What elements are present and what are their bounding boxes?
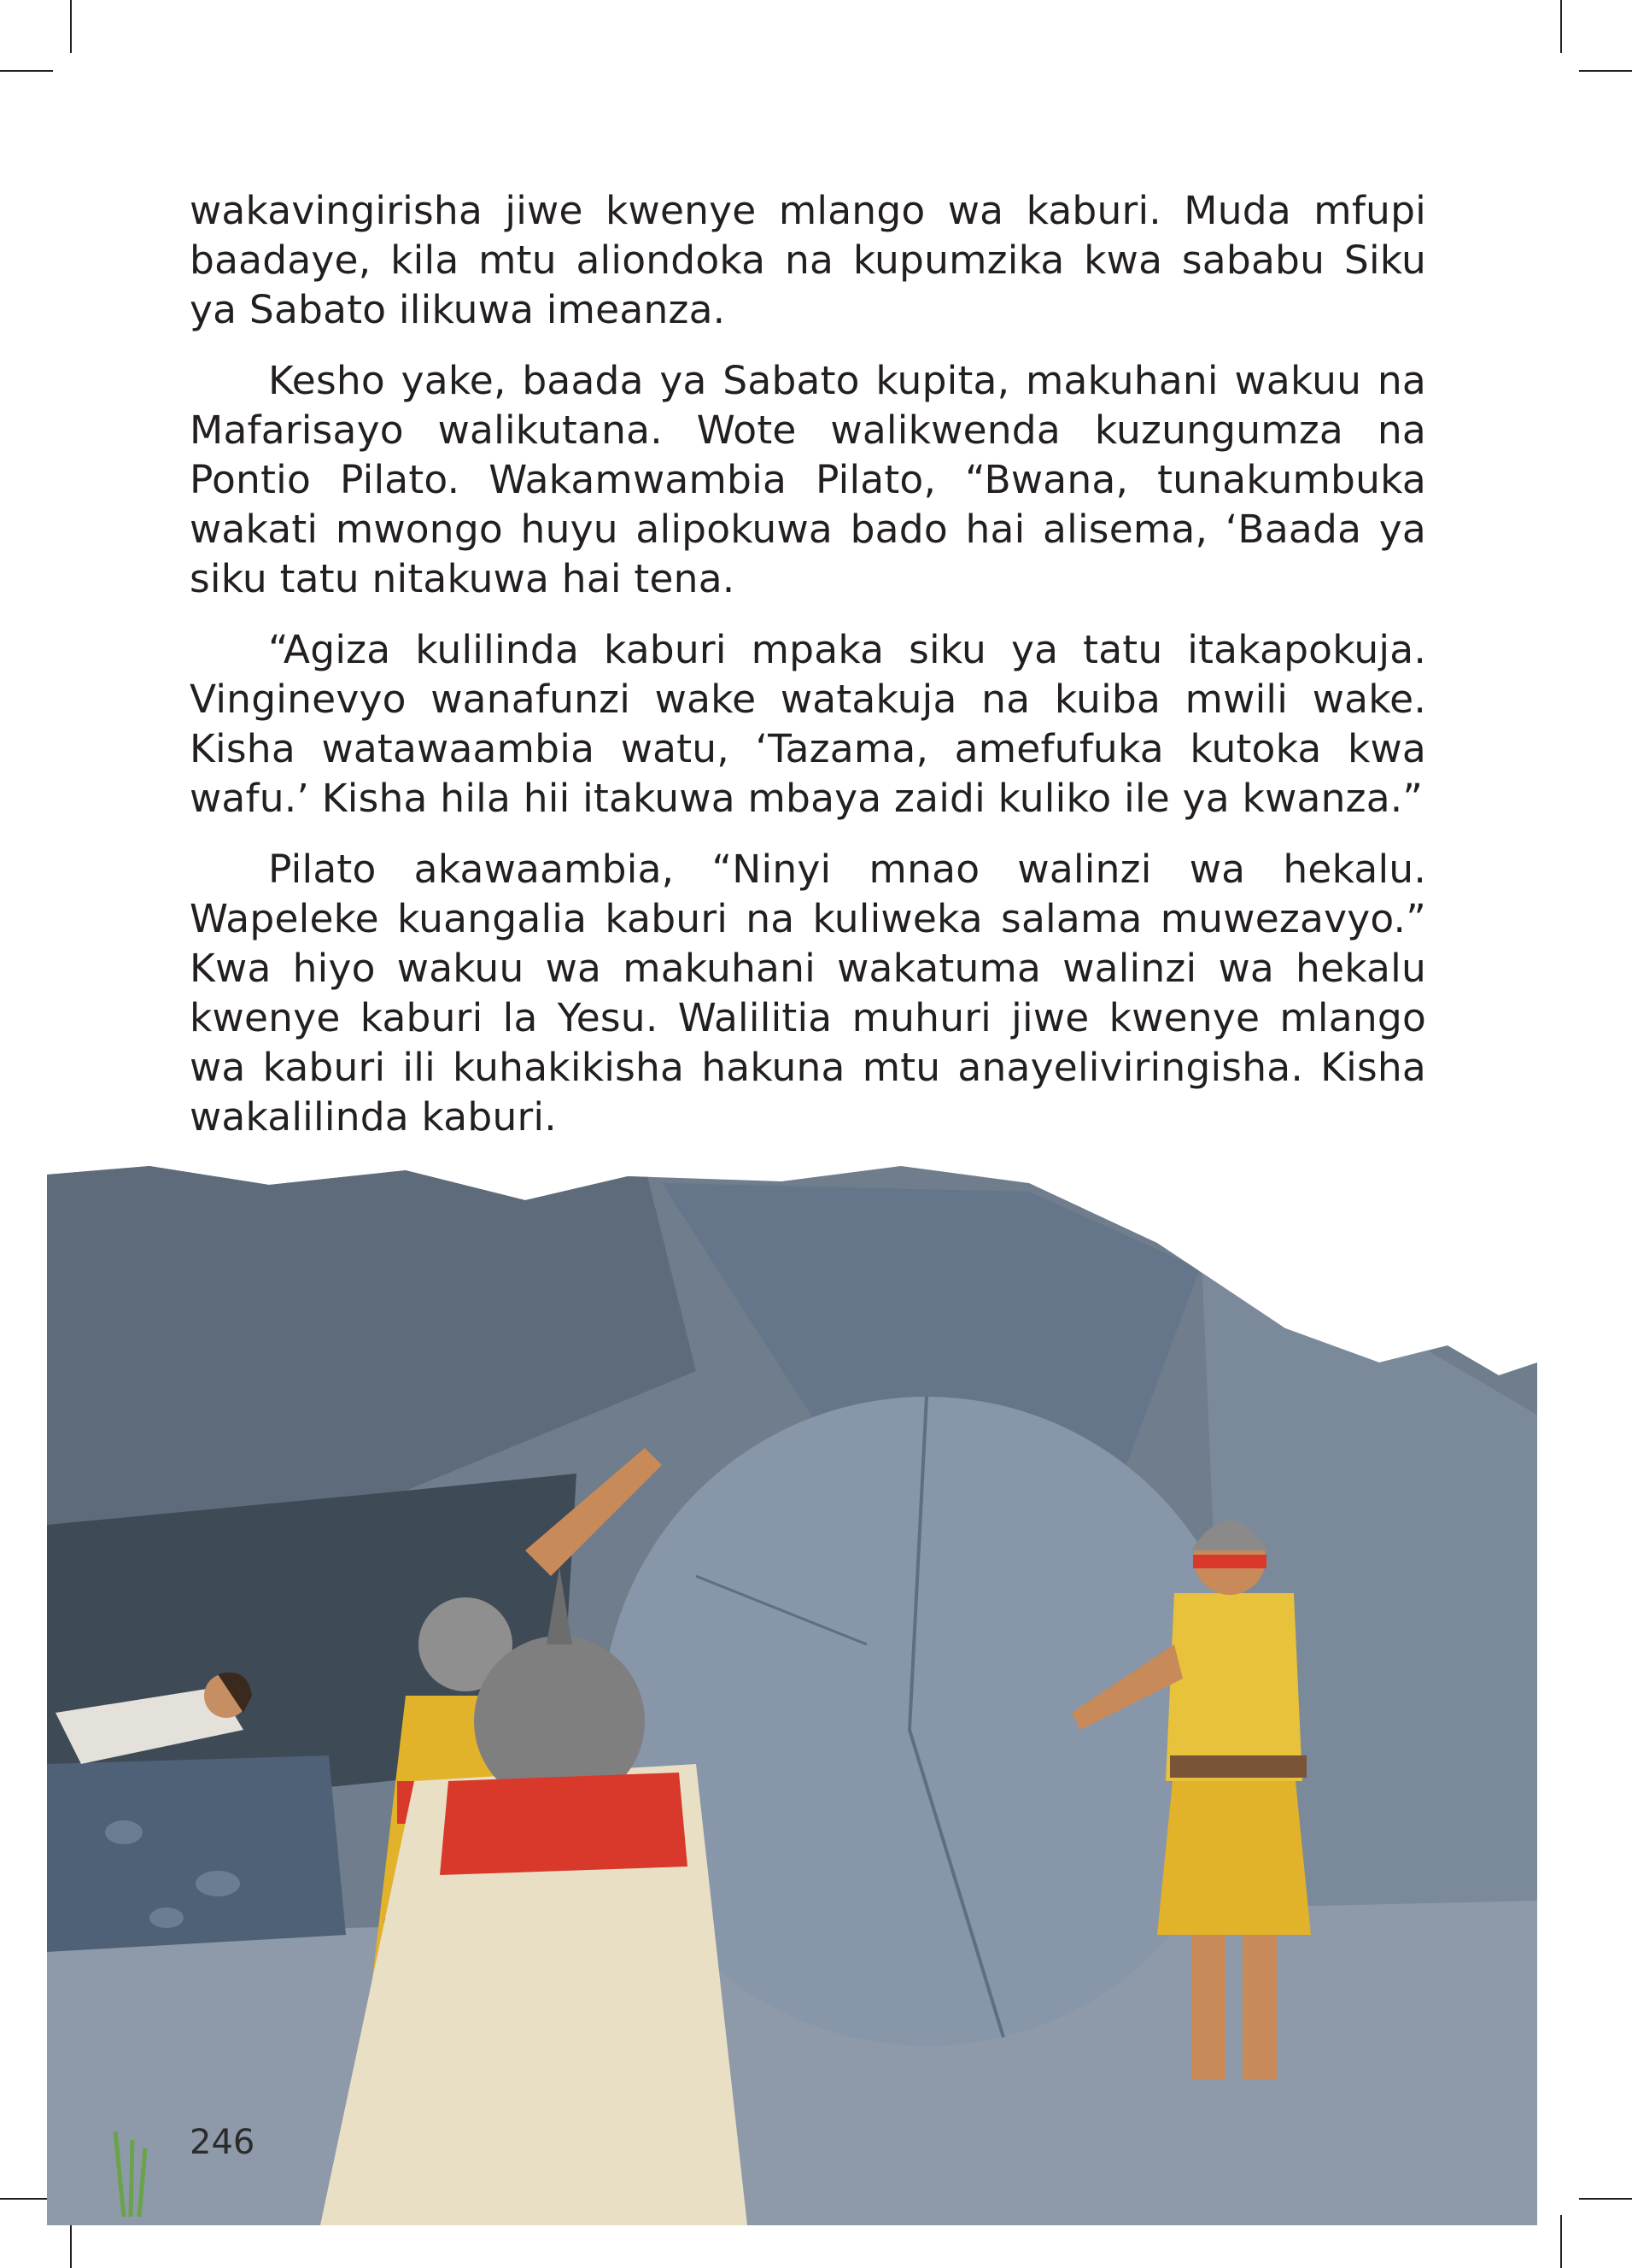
paragraph-2: Kesho yake, baada ya Sabato kupita, makuhani wakuu na Mafarisayo walikutana. Wote walikwenda kuzungumza na Pontio Pilato. Wakamwambia Pilato, “Bwana, tunakumbuka wakati mwongo huyu alipokuwa bado hai alisema, ‘Baada ya siku tatu nitakuwa hai tena. <box>190 358 1426 601</box>
page-number: 246 <box>190 2123 255 2162</box>
guard-headwrap <box>440 1773 687 1875</box>
crop-mark <box>1560 0 1562 53</box>
paragraph-3: “Agiza kulilinda kaburi mpaka siku ya tatu itakapokuja. Vinginevyo wanafunzi wake watakuja na kuiba mwili wake. Kisha watawaambia watu, ‘Tazama, amefufuka kutoka kwa wafu.’ Kisha hila hii itakuwa mbaya zaidi kuliko ile ya kwanza.” <box>190 627 1426 821</box>
paragraph-1: wakavingirisha jiwe kwenye mlango wa kaburi. Muda mfupi baadaye, kila mtu aliondoka na kupumzika kwa sababu Siku ya Sabato ilikuwa imeanza. <box>190 188 1426 332</box>
tomb-illustration <box>47 1166 1584 2225</box>
pebble <box>105 1820 143 1844</box>
guard-skirt <box>1157 1764 1311 1935</box>
crop-mark <box>1579 70 1632 72</box>
guard-tunic <box>1166 1593 1302 1781</box>
crop-mark <box>1579 2198 1632 2200</box>
paragraph-4: Pilato akawaambia, “Ninyi mnao walinzi wa hekalu. Wapeleke kuangalia kaburi na kuliweka salama muwezavyo.” Kwa hiyo wakuu wa makuhani wakatuma walinzi wa hekalu kwenye kaburi la Yesu. Walilitia muhuri jiwe kwenye mlango wa kaburi ili kuhakikisha hakuna mtu anayeliviringisha. Kisha wakalilinda kaburi. <box>190 847 1426 1140</box>
tomb-scene-image <box>47 1166 1584 2225</box>
crop-mark <box>0 70 53 72</box>
pebble <box>149 1908 184 1928</box>
guard-headband <box>1193 1555 1266 1568</box>
stone-ledge <box>47 1755 346 1952</box>
story-text <box>190 186 1426 1163</box>
pebble <box>196 1871 240 1896</box>
crop-mark <box>70 0 72 53</box>
guard-belt <box>1170 1755 1307 1778</box>
crop-mark <box>0 2198 53 2200</box>
